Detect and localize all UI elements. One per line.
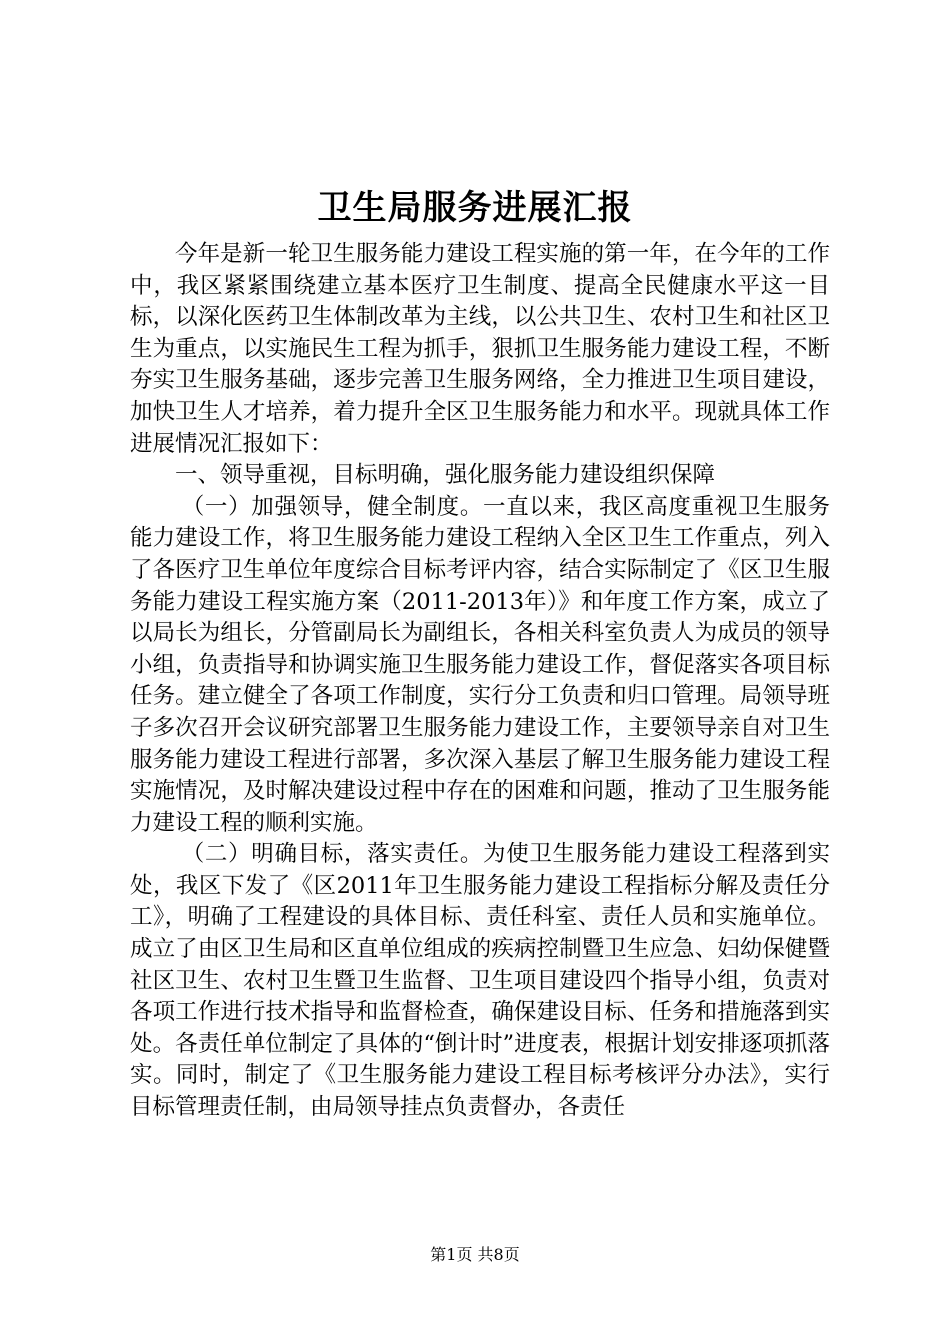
document-body bbox=[130, 239, 830, 1124]
section-heading-1: 一、领导重视，目标明确，强化服务能力建设组织保障 bbox=[175, 462, 716, 489]
document-title: 卫生局服务进展汇报 bbox=[317, 188, 633, 228]
paragraph-subsection-1: （一）加强领导，健全制度。一直以来，我区高度重视卫生服务能力建设工作，将卫生服务能力建设工程纳入全区卫生工作重点，列入了各医疗卫生单位年度综合目标考评内容，结合实际制定了《区卫生服务能力建设工程实施方案（2011-2013年）》和年度工作方案，成立了以局长为组长，分管副局长为副组长，各相关科室负责人为成员的领导小组，负责指导和协调实施卫生服务能力建设工作，督促落实各项目标任务。建立健全了各项工作制度，实行分工负责和归口管理。局领导班子多次召开会议研究部署卫生服务能力建设工作，主要领导亲自对卫生服务能力建设工程进行部署，多次深入基层了解卫生服务能力建设工程实施情况，及时解决建设过程中存在的困难和问题，推动了卫生服务能力建设工程的顺利实施。 bbox=[130, 493, 830, 836]
paragraph-intro: 今年是新一轮卫生服务能力建设工程实施的第一年，在今年的工作中，我区紧紧围绕建立基本医疗卫生制度、提高全民健康水平这一目标，以深化医药卫生体制改革为主线，以公共卫生、农村卫生和社区卫生为重点，以实施民生工程为抓手，狠抓卫生服务能力建设工程，不断夯实卫生服务基础，逐步完善卫生服务网络，全力推进卫生项目建设，加快卫生人才培养，着力提升全区卫生服务能力和水平。现就具体工作进展情况汇报如下： bbox=[130, 241, 830, 457]
paragraph-subsection-2: （二）明确目标，落实责任。为使卫生服务能力建设工程落到实处，我区下发了《区2011年卫生服务能力建设工程指标分解及责任分工》，明确了工程建设的具体目标、责任科室、责任人员和实施单位。成立了由区卫生局和区直单位组成的疾病控制暨卫生应急、妇幼保健暨社区卫生、农村卫生暨卫生监督、卫生项目建设四个指导小组，负责对各项工作进行技术指导和监督检查，确保建设目标、任务和措施落到实处。各责任单位制定了具体的“倒计时”进度表，根据计划安排逐项抓落实。同时，制定了《卫生服务能力建设工程目标考核评分办法》，实行目标管理责任制，由局领导挂点负责督办，各责任 bbox=[130, 841, 830, 1121]
page-number-footer: 第1页 共8页 bbox=[430, 1245, 520, 1264]
